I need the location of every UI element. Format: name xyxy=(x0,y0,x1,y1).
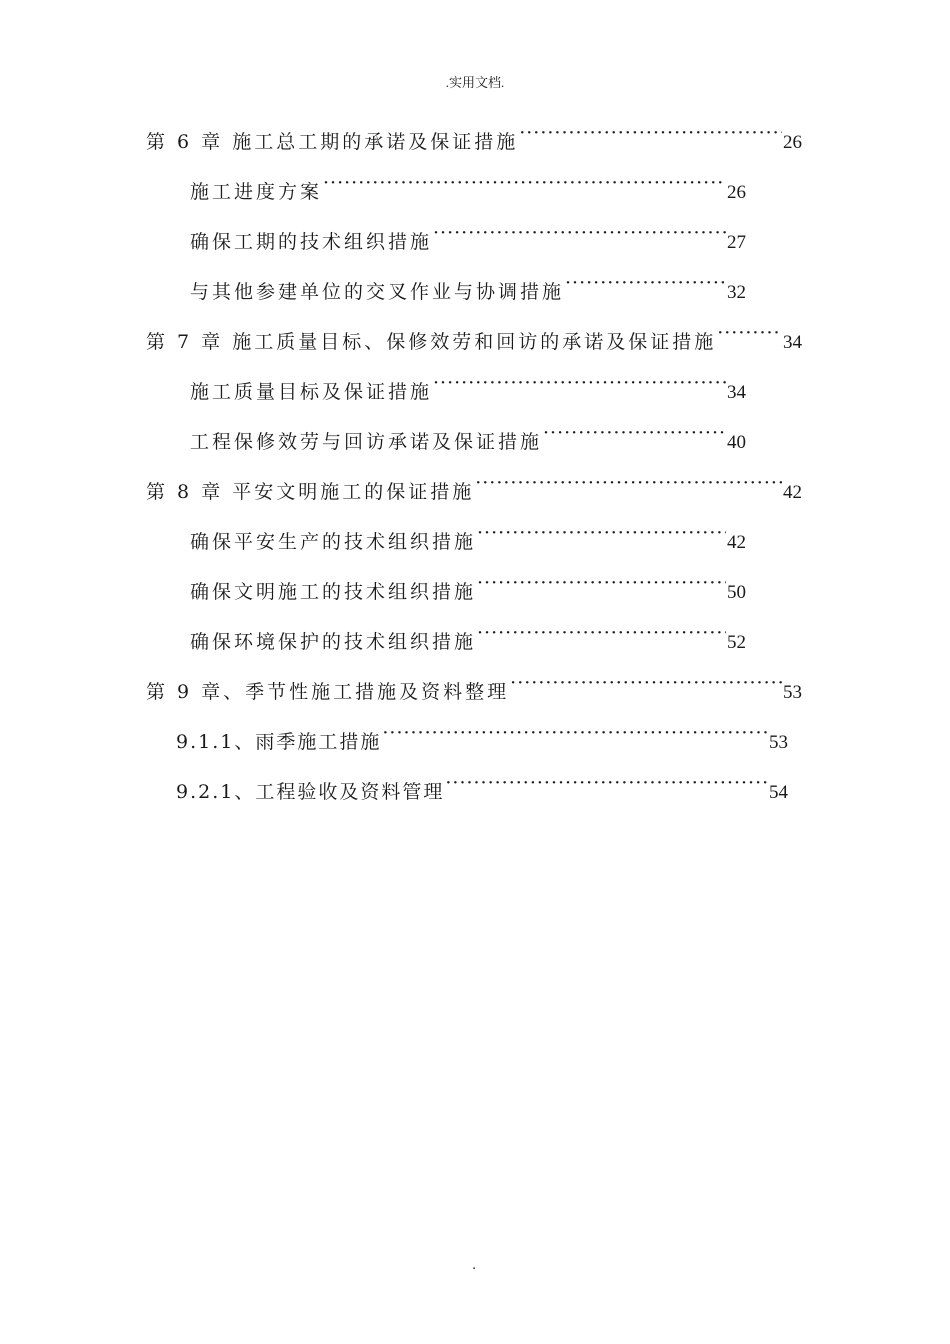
dot-leader xyxy=(323,168,726,198)
toc-entry-title: 确保文明施工的技术组织措施 xyxy=(190,581,477,603)
toc-entry[interactable] xyxy=(190,568,746,603)
dot-leader xyxy=(543,418,726,448)
dot-leader xyxy=(565,268,726,298)
toc-entry-page: 40 xyxy=(727,432,746,453)
dot-leader xyxy=(717,318,782,348)
toc-entry-page: 34 xyxy=(727,382,746,403)
toc-entry-page: 50 xyxy=(727,582,746,603)
toc-entry-title: 第 9 章、季节性施工措施及资料整理 xyxy=(146,681,510,703)
toc-entry-title: 9.1.1、雨季施工措施 xyxy=(176,731,382,753)
dot-leader xyxy=(433,218,726,248)
page-header: .实用文档. xyxy=(445,75,505,90)
dot-leader xyxy=(477,518,726,548)
toc-entry-chapter-9[interactable] xyxy=(146,668,802,703)
toc-entry-title: 与其他参建单位的交叉作业与协调措施 xyxy=(190,281,565,303)
toc-entry[interactable] xyxy=(190,268,746,303)
toc-entry-title: 确保环境保护的技术组织措施 xyxy=(190,631,477,653)
dot-leader xyxy=(519,118,782,148)
toc-entry-page: 32 xyxy=(727,282,746,303)
toc-entry-page: 54 xyxy=(769,782,788,803)
toc-entry-title: 第 6 章 施工总工期的承诺及保证措施 xyxy=(146,131,519,153)
toc-entry-chapter-6[interactable] xyxy=(146,118,802,153)
toc-entry-title: 确保平安生产的技术组织措施 xyxy=(190,531,477,553)
dot-leader xyxy=(433,368,726,398)
toc-entry[interactable] xyxy=(176,768,788,803)
toc-entry[interactable] xyxy=(190,518,746,553)
dot-leader xyxy=(475,468,782,498)
toc-entry[interactable] xyxy=(190,368,746,403)
toc-entry-title: 确保工期的技术组织措施 xyxy=(190,231,433,253)
toc-entry-title: 第 8 章 平安文明施工的保证措施 xyxy=(146,481,475,503)
toc-entry-title: 施工质量目标及保证措施 xyxy=(190,381,433,403)
dot-leader xyxy=(477,568,726,598)
toc-entry[interactable] xyxy=(176,718,788,753)
toc-entry[interactable] xyxy=(190,218,746,253)
toc-entry-page: 26 xyxy=(727,182,746,203)
dot-leader xyxy=(382,718,768,748)
dot-leader xyxy=(510,668,782,698)
toc-entry[interactable] xyxy=(190,618,746,653)
page-footer: . xyxy=(472,1258,477,1273)
toc-entry-page: 53 xyxy=(783,682,802,703)
toc-entry-chapter-7[interactable] xyxy=(146,318,802,353)
toc-entry-title: 9.2.1、工程验收及资料管理 xyxy=(176,781,445,803)
toc-entry-page: 26 xyxy=(783,132,802,153)
toc-entry-page: 34 xyxy=(783,332,802,353)
toc-entry-page: 53 xyxy=(769,732,788,753)
toc-entry-title: 第 7 章 施工质量目标、保修效劳和回访的承诺及保证措施 xyxy=(146,331,717,353)
toc-entry-title: 施工进度方案 xyxy=(190,181,323,203)
toc-entry-chapter-8[interactable] xyxy=(146,468,802,503)
toc-entry[interactable] xyxy=(190,168,746,203)
toc-entry-title: 工程保修效劳与回访承诺及保证措施 xyxy=(190,431,543,453)
toc-entry-page: 42 xyxy=(783,482,802,503)
toc-entry-page: 52 xyxy=(727,632,746,653)
toc-entry-page: 27 xyxy=(727,232,746,253)
dot-leader xyxy=(445,768,768,798)
toc-entry[interactable] xyxy=(190,418,746,453)
dot-leader xyxy=(477,618,726,648)
toc-entry-page: 42 xyxy=(727,532,746,553)
